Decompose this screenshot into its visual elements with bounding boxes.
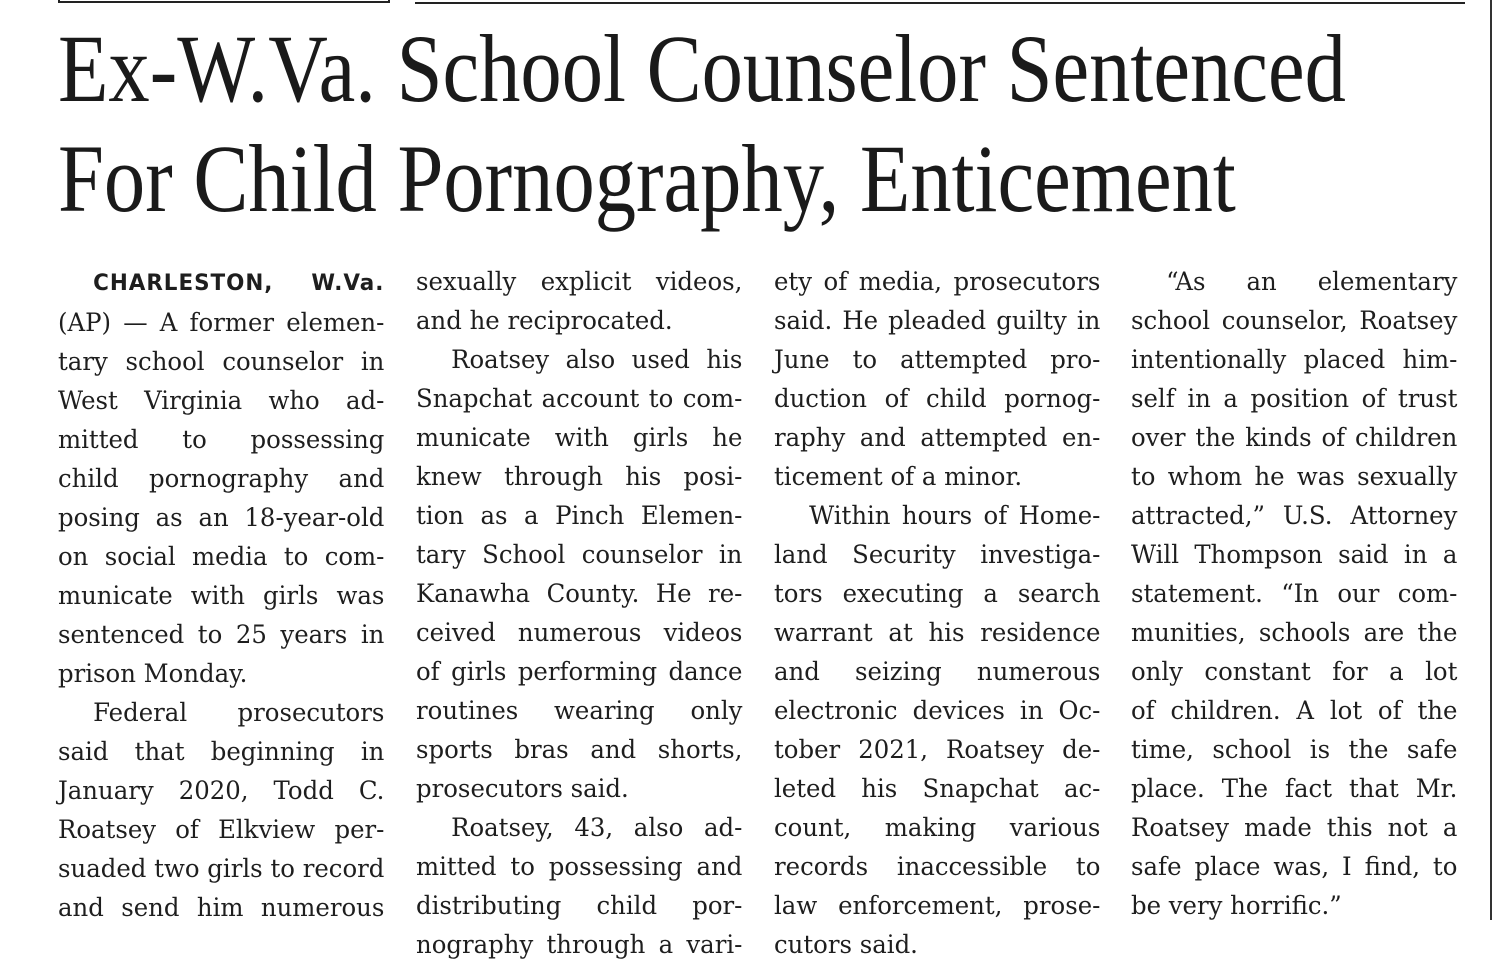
body-line: intentionally placed him- bbox=[1131, 345, 1458, 374]
body-line: munities, schools are the bbox=[1131, 618, 1458, 647]
body-line: West Virginia who ad- bbox=[58, 386, 385, 415]
body-line: tion as a Pinch Elemen- bbox=[415, 501, 743, 530]
dateline-line bbox=[58, 262, 384, 303]
article-column-4 bbox=[1131, 262, 1457, 932]
body-line: sexually explicit videos, bbox=[415, 267, 743, 296]
body-line: place. The fact that Mr. bbox=[1131, 774, 1458, 803]
body-line: said that beginning in bbox=[58, 737, 385, 766]
body-line: leted his Snapchat ac- bbox=[773, 774, 1100, 803]
body-line: Will Thompson said in a bbox=[1131, 540, 1458, 569]
top-rule-left bbox=[58, 0, 390, 3]
dateline: CHARLESTON, W.Va. bbox=[93, 271, 385, 296]
body-line: Within hours of Home- bbox=[808, 501, 1100, 530]
body-line: ticement of a minor. bbox=[773, 462, 1022, 491]
headline-line-1: Ex-W.Va. School Counselor Sentenced bbox=[58, 15, 1346, 122]
body-line: of children. A lot of the bbox=[1131, 696, 1458, 725]
body-line: and he reciprocated. bbox=[415, 306, 673, 335]
article-headline bbox=[58, 14, 1346, 234]
body-line: sports bras and shorts, bbox=[415, 735, 743, 764]
body-line: prosecutors said. bbox=[415, 774, 629, 803]
body-line: warrant at his residence bbox=[773, 618, 1100, 647]
body-line: attracted,” U.S. Attorney bbox=[1131, 501, 1458, 530]
body-line: mitted to possessing bbox=[58, 425, 385, 454]
body-line: Kanawha County. He re- bbox=[415, 579, 743, 608]
body-line: Roatsey made this not a bbox=[1131, 813, 1458, 842]
top-rule-right bbox=[415, 2, 1465, 4]
body-line: records inaccessible to bbox=[773, 852, 1100, 881]
body-line: ety of media, prosecutors bbox=[773, 267, 1100, 296]
headline-line-2: For Child Pornography, Enticement bbox=[58, 125, 1236, 232]
article-column-2 bbox=[415, 262, 743, 959]
body-line: nography through a vari- bbox=[415, 930, 743, 959]
column-rule-right bbox=[1490, 0, 1492, 920]
body-line: over the kinds of children bbox=[1131, 423, 1458, 452]
body-line: and send him numerous bbox=[58, 893, 385, 922]
body-line: said. He pleaded guilty in bbox=[773, 306, 1100, 335]
body-line: knew through his posi- bbox=[415, 462, 743, 491]
body-line: tary school counselor in bbox=[58, 347, 385, 376]
article-body bbox=[58, 262, 1466, 959]
body-line: time, school is the safe bbox=[1131, 735, 1458, 764]
body-line: and seizing numerous bbox=[773, 657, 1100, 686]
body-line: mitted to possessing and bbox=[415, 852, 743, 881]
body-line: distributing child por- bbox=[415, 891, 743, 920]
body-line: tors executing a search bbox=[773, 579, 1100, 608]
body-line: duction of child pornog- bbox=[773, 384, 1100, 413]
body-line: cutors said. bbox=[773, 930, 918, 959]
body-line: self in a position of trust bbox=[1131, 384, 1458, 413]
body-line: Roatsey, 43, also ad- bbox=[450, 813, 743, 842]
body-line: to whom he was sexually bbox=[1131, 462, 1458, 491]
body-line: ceived numerous videos bbox=[415, 618, 743, 647]
body-line: June to attempted pro- bbox=[773, 345, 1100, 374]
body-line: tary School counselor in bbox=[415, 540, 743, 569]
body-line: on social media to com- bbox=[58, 542, 385, 571]
body-line: “As an elementary bbox=[1166, 267, 1458, 296]
body-line: statement. “In our com- bbox=[1131, 579, 1458, 608]
body-line: electronic devices in Oc- bbox=[773, 696, 1100, 725]
body-line: count, making various bbox=[773, 813, 1100, 842]
article-column-1 bbox=[58, 262, 384, 932]
body-line: tober 2021, Roatsey de- bbox=[773, 735, 1100, 764]
body-line: school counselor, Roatsey bbox=[1131, 306, 1458, 335]
body-line: January 2020, Todd C. bbox=[58, 776, 385, 805]
body-line: law enforcement, prose- bbox=[773, 891, 1100, 920]
body-line: safe place was, I find, to bbox=[1131, 852, 1458, 881]
body-line: posing as an 18-year-old bbox=[58, 503, 385, 532]
body-line: municate with girls was bbox=[58, 581, 385, 610]
body-line: suaded two girls to record bbox=[58, 854, 385, 883]
article-column-3 bbox=[773, 262, 1100, 959]
body-line: raphy and attempted en- bbox=[773, 423, 1100, 452]
body-line: municate with girls he bbox=[415, 423, 743, 452]
body-line: routines wearing only bbox=[415, 696, 743, 725]
body-line: only constant for a lot bbox=[1131, 657, 1458, 686]
body-line: Roatsey also used his bbox=[450, 345, 743, 374]
body-line: Snapchat account to com- bbox=[415, 384, 743, 413]
body-line: (AP) — A former elemen- bbox=[58, 308, 385, 337]
body-line: Federal prosecutors bbox=[93, 698, 385, 727]
body-line: child pornography and bbox=[58, 464, 385, 493]
body-line: Roatsey of Elkview per- bbox=[58, 815, 385, 844]
body-line: land Security investiga- bbox=[773, 540, 1100, 569]
body-line: prison Monday. bbox=[58, 659, 248, 688]
body-line: of girls performing dance bbox=[415, 657, 743, 686]
body-line: sentenced to 25 years in bbox=[58, 620, 385, 649]
body-line: be very horrific.” bbox=[1131, 891, 1342, 920]
